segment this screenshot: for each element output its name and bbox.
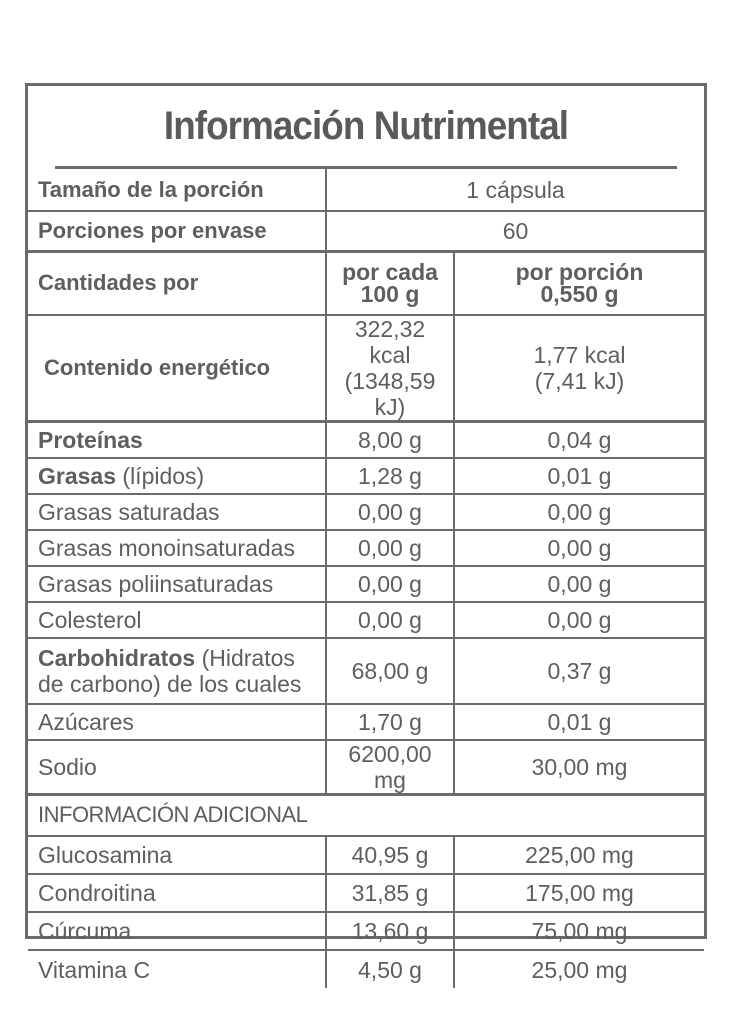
nutrient-name: Grasas monoinsaturadas xyxy=(28,530,326,566)
nutrient-serving: 0,00 g xyxy=(454,602,704,638)
additional-per100: 13,60 g xyxy=(326,912,454,950)
energy-serving-kj: (7,41 kJ) xyxy=(534,368,625,394)
nutrient-serving: 0,01 g xyxy=(454,458,704,494)
additional-name: Vitamina C xyxy=(28,950,326,988)
nutrient-per100: 8,00 g xyxy=(326,422,454,458)
additional-heading-row xyxy=(28,794,704,836)
nutrient-row xyxy=(28,566,704,602)
per-serving-header-line2: 0,550 g xyxy=(540,281,619,308)
nutrient-name: Grasas poliinsaturadas xyxy=(28,566,326,602)
per100-header-line1: por cada xyxy=(342,259,438,286)
nutrient-row xyxy=(28,530,704,566)
nutrient-name-bold: Carbohidratos xyxy=(38,644,196,671)
energy-label: Contenido energético xyxy=(28,315,326,422)
nutrient-row xyxy=(28,638,704,704)
energy-per100-kj: (1348,59 kJ) xyxy=(344,368,436,420)
additional-per100: 4,50 g xyxy=(326,950,454,988)
servings-per-pack-value: 60 xyxy=(326,211,704,251)
additional-row xyxy=(28,950,704,988)
nutrient-name-extra: (Hidratos de carbono) de los cuales xyxy=(38,644,302,697)
nutrient-per100: 0,00 g xyxy=(326,602,454,638)
nutrient-row xyxy=(28,704,704,740)
nutrient-per100: 68,00 g xyxy=(326,638,454,704)
nutrient-row xyxy=(28,494,704,530)
nutrient-serving: 0,04 g xyxy=(454,422,704,458)
per100-header-line2: 100 g xyxy=(360,281,420,308)
energy-per100 xyxy=(326,315,454,422)
nutrient-row xyxy=(28,740,704,795)
nutrient-name-extra: (lípidos) xyxy=(116,462,205,489)
additional-serving: 75,00 mg xyxy=(454,912,704,950)
amounts-header-row xyxy=(28,251,704,315)
nutrient-name: Grasas saturadas xyxy=(28,494,326,530)
additional-row xyxy=(28,912,704,950)
servings-per-pack-row xyxy=(28,211,704,251)
nutrient-per100: 0,00 g xyxy=(326,530,454,566)
energy-row xyxy=(28,315,704,422)
nutrient-row xyxy=(28,458,704,494)
nutrition-label xyxy=(25,83,707,983)
serving-size-label: Tamaño de la porción xyxy=(28,169,326,211)
nutrition-table xyxy=(28,169,704,988)
nutrient-name-bold: Grasas xyxy=(38,462,117,489)
serving-size-row xyxy=(28,169,704,211)
nutrient-serving: 0,37 g xyxy=(454,638,704,704)
nutrient-name-bold: Proteínas xyxy=(38,426,143,453)
nutrient-serving: 30,00 mg xyxy=(454,740,704,795)
additional-row xyxy=(28,836,704,874)
nutrient-serving: 0,01 g xyxy=(454,704,704,740)
additional-serving: 25,00 mg xyxy=(454,950,704,988)
nutrient-serving: 0,00 g xyxy=(454,566,704,602)
nutrient-per100: 0,00 g xyxy=(326,494,454,530)
nutrient-per100: 0,00 g xyxy=(326,566,454,602)
additional-name: Glucosamina xyxy=(28,836,326,874)
servings-per-pack-label: Porciones por envase xyxy=(28,211,326,251)
per100-header xyxy=(326,251,454,315)
nutrient-name xyxy=(28,422,326,458)
additional-name: Cúrcuma xyxy=(28,912,326,950)
energy-per100-kcal: 322,32 kcal xyxy=(354,316,426,368)
nutrient-serving: 0,00 g xyxy=(454,530,704,566)
per-serving-header xyxy=(454,251,704,315)
additional-serving: 175,00 mg xyxy=(454,874,704,912)
nutrient-serving: 0,00 g xyxy=(454,494,704,530)
per-serving-header-line1: por porción xyxy=(515,259,644,286)
nutrient-name: Azúcares xyxy=(28,704,326,740)
nutrient-per100: 1,70 g xyxy=(326,704,454,740)
label-title: Información Nutrimental xyxy=(55,86,677,169)
energy-serving-kcal: 1,77 kcal xyxy=(533,342,626,368)
serving-size-value: 1 cápsula xyxy=(326,169,704,211)
additional-serving: 225,00 mg xyxy=(454,836,704,874)
nutrient-row xyxy=(28,422,704,458)
nutrient-per100: 6200,00 mg xyxy=(326,740,454,795)
nutrient-name: Colesterol xyxy=(28,602,326,638)
nutrient-name xyxy=(28,458,326,494)
additional-name: Condroitina xyxy=(28,874,326,912)
nutrient-name xyxy=(28,638,326,704)
energy-per-serving xyxy=(454,315,704,422)
amounts-header-label: Cantidades por xyxy=(28,251,326,315)
additional-per100: 40,95 g xyxy=(326,836,454,874)
nutrient-per100: 1,28 g xyxy=(326,458,454,494)
additional-heading: INFORMACIÓN ADICIONAL xyxy=(28,794,704,836)
nutrient-row xyxy=(28,602,704,638)
additional-per100: 31,85 g xyxy=(326,874,454,912)
additional-row xyxy=(28,874,704,912)
nutrient-name: Sodio xyxy=(28,740,326,795)
